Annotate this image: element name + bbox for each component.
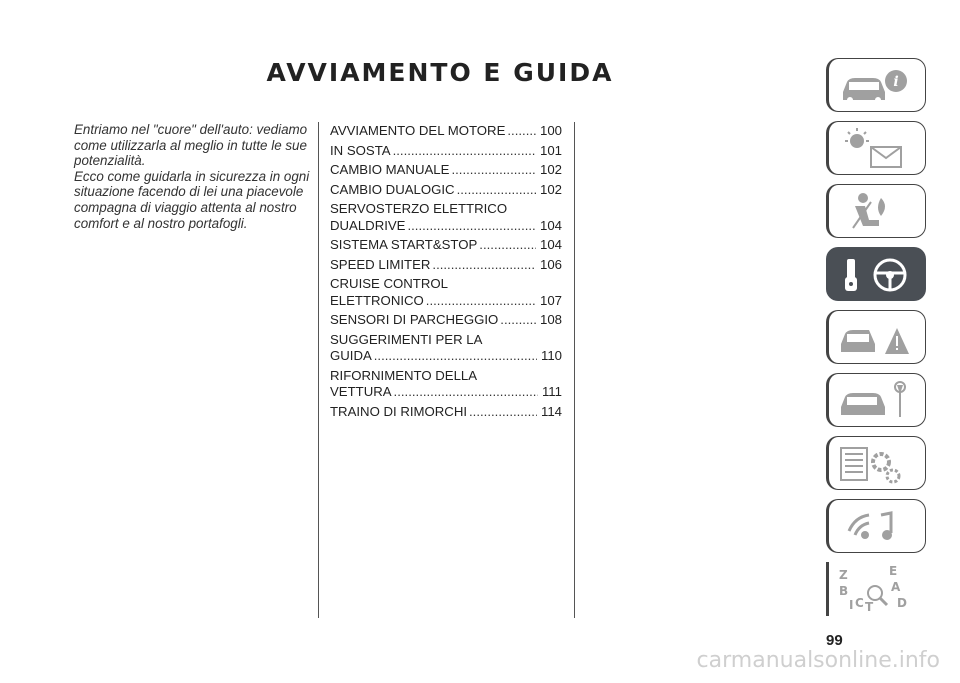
toc-dot-leader xyxy=(451,162,536,179)
tab-safety[interactable] xyxy=(826,184,926,238)
page-number: 99 xyxy=(826,632,843,649)
tab-emergency[interactable] xyxy=(826,310,926,364)
intro-paragraph-1: Entriamo nel "cuore" dell'auto: vediamo come utilizzarla al meglio in tutte le sue potenzialità. xyxy=(74,122,308,169)
key-steering-wheel-icon xyxy=(835,251,925,299)
toc-entry-title: VETTURA xyxy=(330,384,392,399)
warning-light-message-icon xyxy=(835,125,925,173)
table-of-contents xyxy=(330,123,562,423)
toc-entry-title: TRAINO DI RIMORCHI xyxy=(330,403,468,419)
toc-entry-title: GUIDA xyxy=(330,348,372,363)
toc-entry[interactable] xyxy=(330,276,562,309)
alphabetical-index-icon xyxy=(835,565,925,613)
toc-entry[interactable] xyxy=(330,312,562,329)
index-letter: D xyxy=(897,596,907,610)
car-accident-icon xyxy=(835,314,925,362)
toc-dot-leader xyxy=(469,404,537,421)
index-letter: A xyxy=(891,580,901,594)
toc-dot-leader xyxy=(374,348,537,365)
toc-entry[interactable] xyxy=(330,404,562,421)
toc-entry-page: 100 xyxy=(539,123,562,138)
toc-entry[interactable] xyxy=(330,237,562,254)
toc-entry-title: RIFORNIMENTO DELLA xyxy=(330,367,478,383)
toc-entry-title: IN SOSTA xyxy=(330,142,391,158)
toc-entry-page: 104 xyxy=(539,237,562,252)
toc-entry-page: 110 xyxy=(540,348,562,363)
column-divider-left xyxy=(318,122,319,618)
toc-dot-leader xyxy=(479,237,536,254)
tab-multimedia[interactable] xyxy=(826,499,926,553)
toc-dot-leader xyxy=(394,384,538,401)
page-title: AVVIAMENTO E GUIDA xyxy=(266,58,614,87)
tab-technical-data[interactable] xyxy=(826,436,926,490)
toc-entry[interactable] xyxy=(330,257,562,274)
toc-entry[interactable] xyxy=(330,123,562,140)
tab-maintenance[interactable] xyxy=(826,373,926,427)
toc-dot-leader xyxy=(500,312,536,329)
index-letter: I xyxy=(849,598,854,612)
intro-text xyxy=(74,122,312,231)
toc-entry-title: ELETTRONICO xyxy=(330,292,424,308)
column-divider-right xyxy=(574,122,575,618)
toc-entry-title: SISTEMA START&STOP xyxy=(330,237,478,252)
tab-warning-lights[interactable] xyxy=(826,121,926,175)
index-letter: C xyxy=(855,596,864,610)
index-letter: B xyxy=(839,584,849,598)
toc-entry-page: 107 xyxy=(539,292,562,308)
toc-entry[interactable] xyxy=(330,332,562,365)
toc-entry-page: 104 xyxy=(539,217,562,233)
intro-paragraph-2: Ecco come guidarla in sicurezza in ogni situazione facendo di lei una piacevole compagna di viaggio attenta al nostro comfort e al nostro portafogli. xyxy=(74,168,310,231)
multimedia-icon xyxy=(835,503,925,551)
toc-entry-title: SUGGERIMENTI PER LA xyxy=(330,331,483,347)
toc-entry-page: 114 xyxy=(540,403,562,419)
car-wrench-icon xyxy=(835,377,925,425)
toc-entry[interactable] xyxy=(330,143,562,160)
svg-text:i: i xyxy=(893,74,899,90)
toc-dot-leader xyxy=(457,182,536,199)
index-letter: T xyxy=(865,600,874,613)
toc-entry[interactable] xyxy=(330,368,562,401)
toc-entry-page: 111 xyxy=(541,384,562,399)
seat-airbag-icon xyxy=(835,188,925,236)
toc-entry-page: 101 xyxy=(539,142,562,158)
toc-entry-title: CAMBIO MANUALE xyxy=(330,162,450,177)
toc-entry[interactable] xyxy=(330,201,562,234)
toc-dot-leader xyxy=(393,143,536,160)
toc-entry-title: SENSORI DI PARCHEGGIO xyxy=(330,312,499,327)
car-info-icon xyxy=(835,62,925,110)
toc-dot-leader xyxy=(407,218,536,235)
toc-entry-title: SPEED LIMITER xyxy=(330,256,431,272)
index-letter: Z xyxy=(839,568,848,582)
toc-entry-title: SERVOSTERZO ELETTRICO xyxy=(330,201,508,216)
toc-entry-page: 102 xyxy=(539,181,562,197)
specifications-gears-icon xyxy=(835,440,925,488)
toc-entry[interactable] xyxy=(330,162,562,179)
index-letter: E xyxy=(889,565,898,578)
toc-entry-page: 106 xyxy=(539,256,562,272)
toc-entry-title: CRUISE CONTROL xyxy=(330,276,448,291)
toc-entry-title: AVVIAMENTO DEL MOTORE xyxy=(330,123,506,138)
toc-entry-title: DUALDRIVE xyxy=(330,217,406,233)
svg-text:ZEABCDIT xyxy=(839,565,907,613)
toc-dot-leader xyxy=(507,123,536,140)
toc-dot-leader xyxy=(432,257,536,274)
toc-entry-page: 102 xyxy=(539,162,562,177)
toc-dot-leader xyxy=(426,293,536,310)
toc-entry-page: 108 xyxy=(539,312,562,327)
toc-entry-title: CAMBIO DUALOGIC xyxy=(330,181,455,197)
tab-index[interactable] xyxy=(826,562,926,616)
watermark: carmanualsonline.info xyxy=(696,648,940,673)
tab-car-info[interactable] xyxy=(826,58,926,112)
toc-entry[interactable] xyxy=(330,182,562,199)
tab-starting-driving[interactable] xyxy=(826,247,926,301)
